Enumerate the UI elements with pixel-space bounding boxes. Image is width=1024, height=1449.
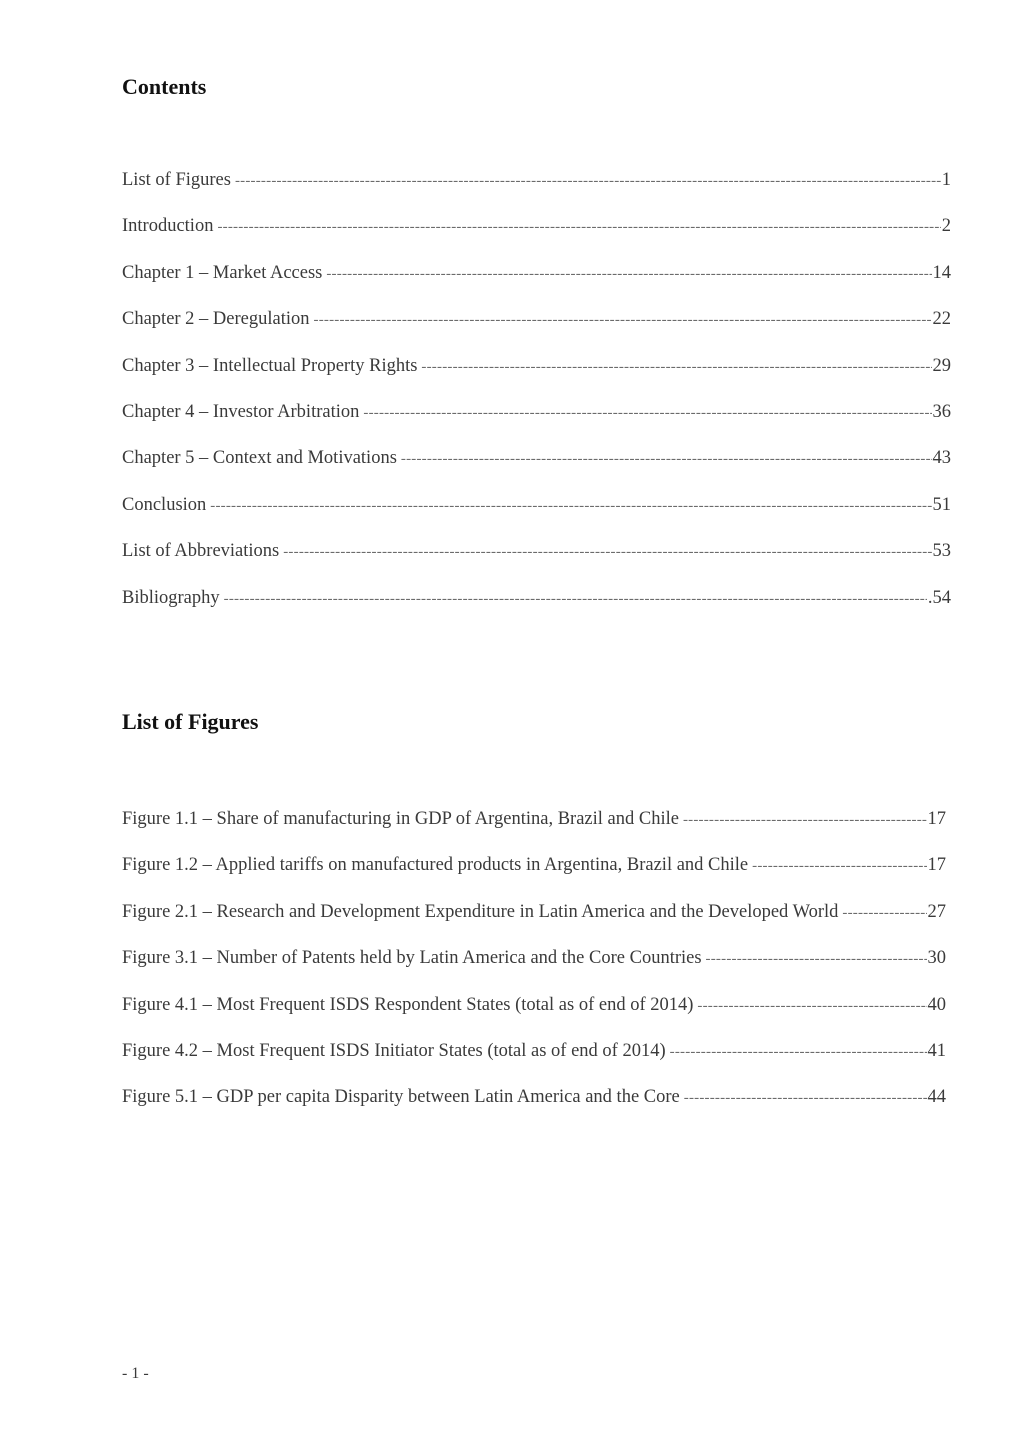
dot-leader	[314, 307, 932, 333]
page-number: - 1 -	[122, 1365, 149, 1382]
toc-entry-page: 29	[932, 355, 951, 376]
list-of-figures	[122, 806, 946, 1131]
dot-leader	[670, 1039, 927, 1065]
toc-entry-page: 51	[932, 494, 951, 515]
toc-entry-chapter-2[interactable]	[122, 306, 951, 352]
toc-entry-conclusion[interactable]	[122, 492, 951, 538]
figure-entry-title: Figure 5.1 – GDP per capita Disparity between Latin America and the Core	[122, 1087, 680, 1108]
toc-entry-bibliography[interactable]	[122, 585, 951, 631]
toc-entry-page: 43	[932, 448, 951, 469]
toc-entry-title: Introduction	[122, 216, 214, 237]
figure-entry-title: Figure 1.1 – Share of manufacturing in GDP of Argentina, Brazil and Chile	[122, 809, 679, 829]
figure-entry-page: 27	[927, 901, 946, 922]
toc-entry-chapter-1[interactable]	[122, 260, 951, 306]
toc-entry-title: List of Abbreviations	[122, 541, 280, 562]
figure-entry-title: Figure 1.2 – Applied tariffs on manufactured products in Argentina, Brazil and Chile	[122, 855, 749, 876]
figure-entry-page: 17	[927, 855, 946, 876]
toc-entry-page: .54	[927, 587, 951, 608]
dot-leader	[217, 214, 940, 240]
figure-entry-page: 17	[927, 809, 946, 829]
toc-entry-page: 36	[932, 401, 951, 422]
toc-entry-page: 14	[932, 262, 951, 283]
toc-entry-title: Chapter 1 – Market Access	[122, 262, 323, 283]
list-of-figures-heading: List of Figures	[122, 709, 259, 734]
toc-entry-list-of-abbreviations[interactable]	[122, 538, 951, 584]
dot-leader	[684, 1085, 927, 1111]
figure-entry-4-1[interactable]	[122, 992, 946, 1038]
figure-entry-page: 30	[927, 948, 946, 969]
toc-entry-title: Chapter 5 – Context and Motivations	[122, 448, 397, 469]
figure-entry-3-1[interactable]	[122, 945, 946, 991]
toc-entry-title: Chapter 3 – Intellectual Property Rights	[122, 355, 418, 376]
toc-entry-page: 1	[941, 170, 951, 190]
dot-leader	[421, 354, 931, 380]
dot-leader	[210, 493, 931, 519]
figure-entry-1-2[interactable]	[122, 852, 946, 898]
contents-list	[122, 167, 951, 631]
toc-entry-chapter-5[interactable]	[122, 445, 951, 491]
dot-leader	[697, 993, 926, 1019]
toc-entry-chapter-3[interactable]	[122, 353, 951, 399]
toc-entry-title: Chapter 4 – Investor Arbitration	[122, 401, 360, 422]
toc-entry-title: Conclusion	[122, 494, 207, 515]
dot-leader	[363, 400, 931, 426]
dot-leader	[752, 853, 926, 879]
figure-entry-page: 40	[927, 994, 946, 1015]
dot-leader	[283, 539, 931, 565]
toc-entry-title: List of Figures	[122, 170, 231, 190]
figure-entry-1-1[interactable]	[122, 806, 946, 852]
toc-entry-introduction[interactable]	[122, 213, 951, 259]
toc-entry-page: 2	[941, 216, 951, 237]
toc-entry-title: Chapter 2 – Deregulation	[122, 309, 310, 330]
dot-leader	[683, 807, 927, 833]
dot-leader	[326, 261, 931, 287]
dot-leader	[235, 168, 941, 194]
dot-leader	[706, 946, 927, 972]
toc-entry-list-of-figures[interactable]	[122, 167, 951, 213]
dot-leader	[842, 900, 926, 926]
figure-entry-4-2[interactable]	[122, 1038, 946, 1084]
dot-leader	[224, 586, 927, 612]
figure-entry-title: Figure 4.1 – Most Frequent ISDS Respondent States (total as of end of 2014)	[122, 994, 694, 1015]
figure-entry-5-1[interactable]	[122, 1084, 946, 1130]
contents-heading: Contents	[122, 74, 207, 99]
figure-entry-title: Figure 3.1 – Number of Patents held by Latin America and the Core Countries	[122, 948, 702, 969]
figure-entry-page: 41	[927, 1040, 946, 1061]
figure-entry-title: Figure 2.1 – Research and Development Expenditure in Latin America and the Developed World	[122, 901, 839, 922]
dot-leader	[401, 446, 932, 472]
toc-entry-chapter-4[interactable]	[122, 399, 951, 445]
toc-entry-page: 53	[932, 541, 951, 562]
toc-entry-title: Bibliography	[122, 587, 220, 608]
figure-entry-page: 44	[927, 1087, 946, 1108]
toc-entry-page: 22	[932, 309, 951, 330]
figure-entry-2-1[interactable]	[122, 899, 946, 945]
figure-entry-title: Figure 4.2 – Most Frequent ISDS Initiator States (total as of end of 2014)	[122, 1040, 666, 1061]
